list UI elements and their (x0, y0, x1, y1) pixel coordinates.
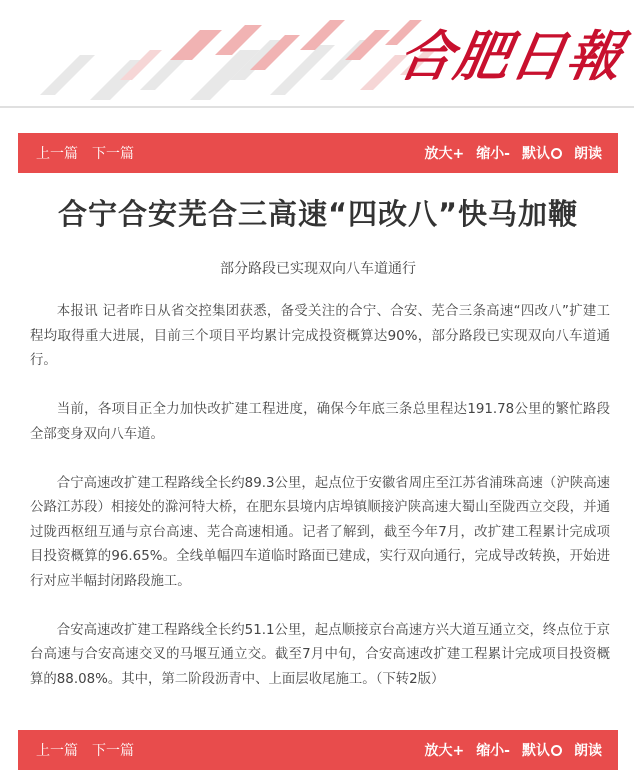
article-paragraph: 本报讯 记者昨日从省交控集团获悉，备受关注的合宁、合安、芜合三条高速“四改八”扩建工程均取得重大进展，目前三个项目平均累计完成投资概算达90%，部分路段已实现双向八车道通行。 (30, 304, 610, 368)
article-paragraph: 合安高速改扩建工程路线全长约51.1公里，起点顺接京台高速方兴大道互通立交，终点位于京台高速与合安高速交叉的马堰互通立交。截至7月中旬，合安高速改扩建工程累计完成项目投资概算的88.08%。其中，第二阶段沥青中、上面层收尾施工。（下转2版） (30, 622, 610, 687)
zoom-out-button[interactable]: 缩小- (476, 146, 510, 162)
prev-article-link[interactable]: 上一篇 (36, 743, 78, 759)
bottom-toolbar (18, 730, 618, 770)
read-aloud-button[interactable]: 朗读 (574, 146, 602, 162)
article-body (30, 300, 610, 717)
zoom-in-button[interactable]: 放大+ (424, 743, 465, 759)
article-title: 合宁合安芜合三高速“四改八”快马加鞭 (57, 197, 579, 231)
article-paragraph: 当前，各项目正全力加快改扩建工程进度，确保今年底三条总里程达191.78公里的繁忙路段全部变身双向八车道。 (30, 402, 610, 442)
read-aloud-button[interactable]: 朗读 (574, 743, 602, 759)
article-subtitle: 部分路段已实现双向八车道通行 (220, 261, 416, 277)
zoom-in-button[interactable]: 放大+ (424, 146, 465, 162)
default-size-button[interactable] (522, 740, 562, 760)
default-size-label: 默认 (522, 146, 550, 162)
top-toolbar (18, 133, 618, 173)
default-circle-icon (551, 745, 562, 756)
next-article-link[interactable]: 下一篇 (92, 146, 134, 162)
default-size-button[interactable] (522, 143, 562, 163)
next-article-link[interactable]: 下一篇 (92, 743, 134, 759)
default-circle-icon (551, 148, 562, 159)
article-paragraph: 合宁高速改扩建工程路线全长约89.3公里，起点位于安徽省周庄至江苏省浦珠高速（沪陕高速公路江苏段）相接处的滁河特大桥，在肥东县境内店埠镇顺接沪陕高速大蜀山至陇西立交段，并通过陇西枢纽互通与京台高速、芜合高速相通。记者了解到，截至今年7月，改扩建工程累计完成项目投资概算的96.65%。全线单幅四车道临时路面已建成，实行双向通行，完成导改转换，开始进行对应半幅封闭路段施工。 (30, 475, 610, 589)
zoom-out-button[interactable]: 缩小- (476, 743, 510, 759)
prev-article-link[interactable]: 上一篇 (36, 146, 78, 162)
masthead (0, 0, 634, 108)
newspaper-logo: 合肥日報 (393, 24, 630, 88)
masthead-divider (0, 106, 634, 108)
default-size-label: 默认 (522, 743, 550, 759)
